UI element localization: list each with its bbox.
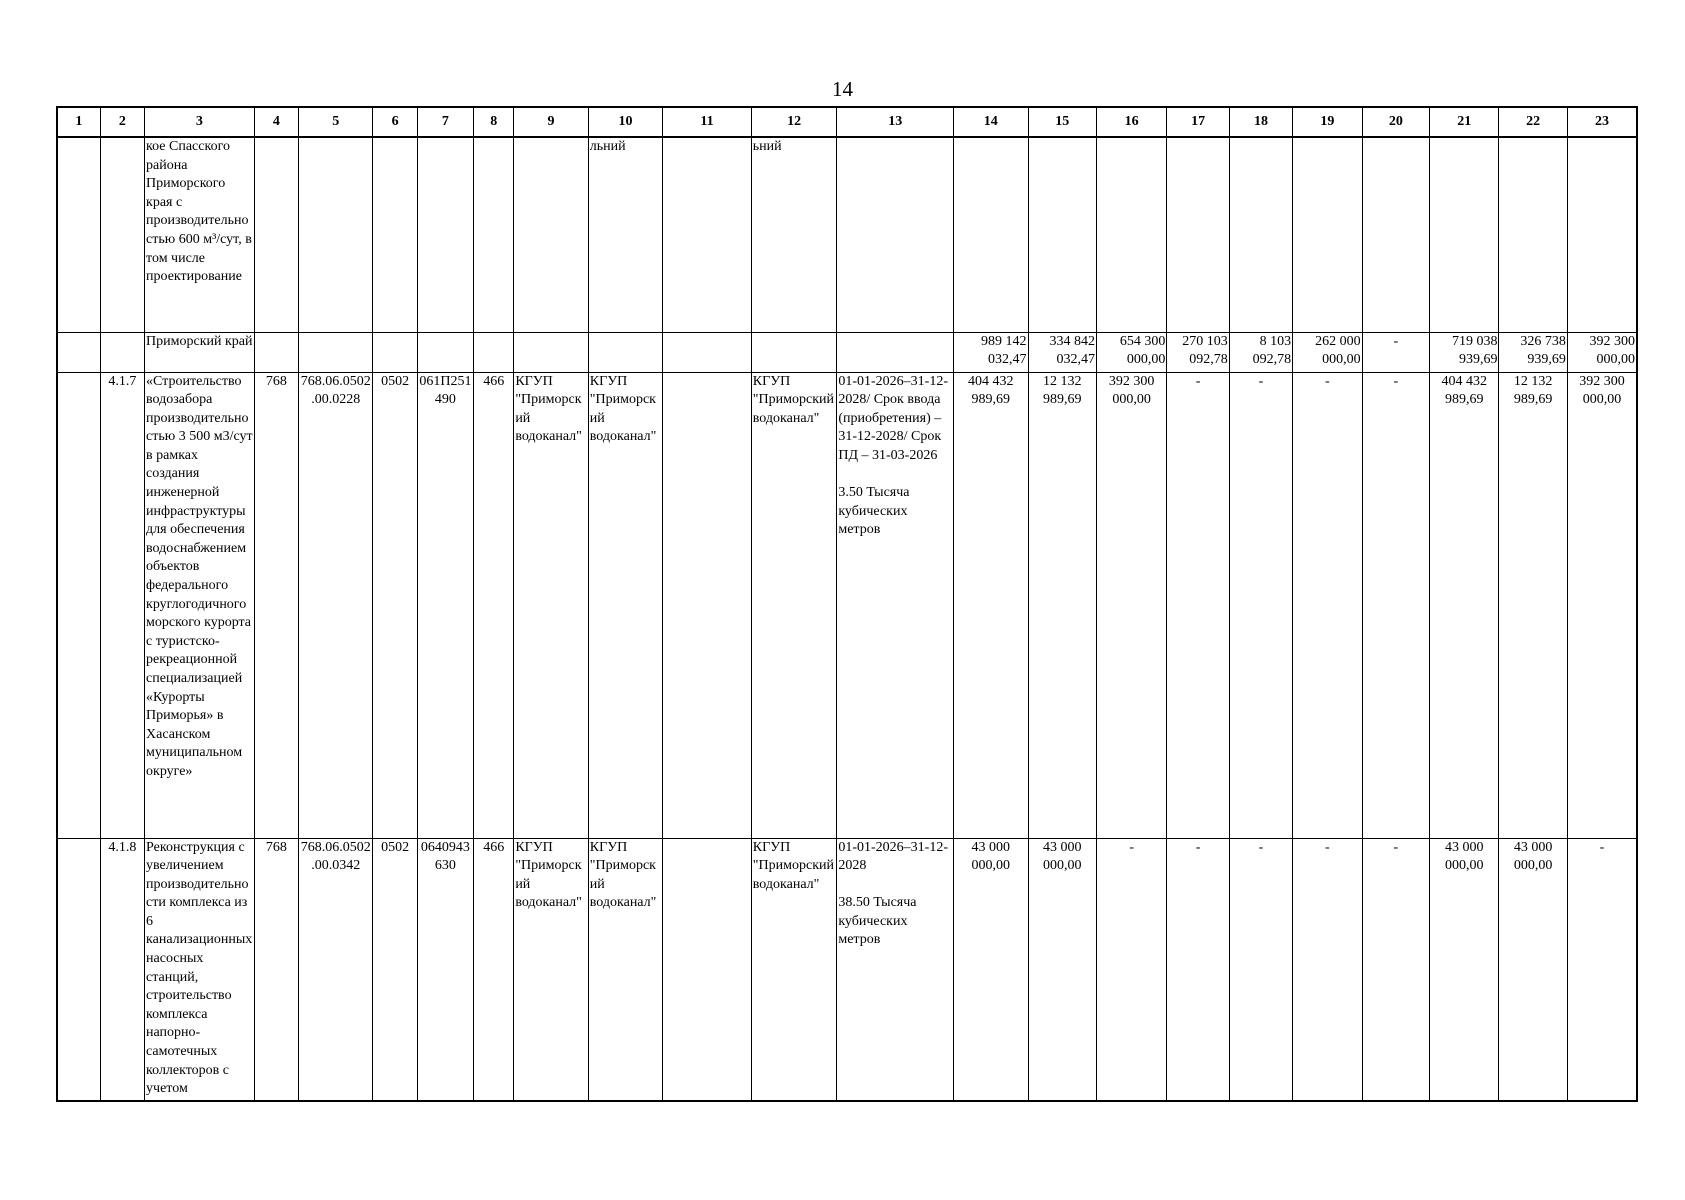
cell-col6: 0502 xyxy=(373,372,417,838)
cell-col3: Реконструкция с увеличением производительности комплекса из 6 канализационных насосных станций, строительство комплекса напорно-самотечных коллекторов с учетом xyxy=(145,838,255,1101)
cell-col14: 43 000 000,00 xyxy=(954,838,1028,1101)
cell-col20: - xyxy=(1362,332,1429,372)
cell-col1 xyxy=(57,137,100,332)
cell-col4: 768 xyxy=(254,838,298,1101)
data-table xyxy=(56,106,1638,1102)
cell-col17: - xyxy=(1167,372,1229,838)
cell-col18: 8 103 092,78 xyxy=(1229,332,1292,372)
cell-col5: 768.06.0502.00.0228 xyxy=(298,372,372,838)
cell-col13: 01-01-2026–31-12-2028 38.50 Тысяча кубических метров xyxy=(837,838,954,1101)
column-header: 18 xyxy=(1229,107,1292,137)
cell-col20: - xyxy=(1362,372,1429,838)
cell-col23: 392 300 000,00 xyxy=(1567,372,1637,838)
cell-col14: 989 142 032,47 xyxy=(954,332,1028,372)
cell-col7: 0640943630 xyxy=(417,838,473,1101)
column-header: 14 xyxy=(954,107,1028,137)
cell-col9 xyxy=(514,332,588,372)
cell-col2: 4.1.8 xyxy=(100,838,144,1101)
cell-col15 xyxy=(1028,137,1096,332)
cell-col8 xyxy=(474,332,514,372)
column-header: 20 xyxy=(1362,107,1429,137)
cell-col14: 404 432 989,69 xyxy=(954,372,1028,838)
cell-col15: 43 000 000,00 xyxy=(1028,838,1096,1101)
cell-col22: 43 000 000,00 xyxy=(1499,838,1567,1101)
cell-col1 xyxy=(57,332,100,372)
column-header: 22 xyxy=(1499,107,1567,137)
cell-col2 xyxy=(100,137,144,332)
cell-col4 xyxy=(254,137,298,332)
cell-col13 xyxy=(837,137,954,332)
table-row xyxy=(57,372,1637,838)
page-number: 14 xyxy=(832,77,853,101)
cell-col19 xyxy=(1293,137,1362,332)
table-row xyxy=(57,332,1637,372)
cell-col7: 061П251490 xyxy=(417,372,473,838)
column-header: 7 xyxy=(417,107,473,137)
cell-col9: КГУП "Приморский водоканал" xyxy=(514,838,588,1101)
cell-col23 xyxy=(1567,137,1637,332)
cell-col11 xyxy=(663,332,752,372)
cell-col12 xyxy=(751,332,837,372)
column-header: 15 xyxy=(1028,107,1096,137)
cell-col9: КГУП "Приморский водоканал" xyxy=(514,372,588,838)
cell-col10: КГУП "Приморский водоканал" xyxy=(588,838,662,1101)
cell-col5 xyxy=(298,332,372,372)
cell-col12: КГУП "Приморский водоканал" xyxy=(751,372,837,838)
cell-col16: - xyxy=(1096,838,1166,1101)
cell-col16: 392 300 000,00 xyxy=(1096,372,1166,838)
cell-col5: 768.06.0502.00.0342 xyxy=(298,838,372,1101)
cell-col6: 0502 xyxy=(373,838,417,1101)
cell-col22: 12 132 989,69 xyxy=(1499,372,1567,838)
cell-col7 xyxy=(417,332,473,372)
cell-col23: 392 300 000,00 xyxy=(1567,332,1637,372)
column-header: 8 xyxy=(474,107,514,137)
column-header: 4 xyxy=(254,107,298,137)
column-header: 6 xyxy=(373,107,417,137)
column-header: 17 xyxy=(1167,107,1229,137)
cell-col15: 12 132 989,69 xyxy=(1028,372,1096,838)
cell-col5 xyxy=(298,137,372,332)
cell-col17 xyxy=(1167,137,1229,332)
cell-col12: ьний xyxy=(751,137,837,332)
column-header: 21 xyxy=(1430,107,1499,137)
header-row xyxy=(57,107,1637,137)
cell-col13: 01-01-2026–31-12-2028/ Срок ввода (приобретения) – 31-12-2028/ Срок ПД – 31-03-2026 3.50 Тысяча кубических метров xyxy=(837,372,954,838)
cell-col19: 262 000 000,00 xyxy=(1293,332,1362,372)
cell-col3: «Строительство водозабора производительностью 3 500 м3/сут в рамках создания инженерной инфраструктуры для обеспечения водоснабжением объектов федерального круглогодичного морского курорта с туристско-рекреационной специализацией «Курорты Приморья» в Хасанском муниципальном округе» xyxy=(145,372,255,838)
column-header: 2 xyxy=(100,107,144,137)
column-header: 9 xyxy=(514,107,588,137)
cell-col1 xyxy=(57,372,100,838)
column-header: 1 xyxy=(57,107,100,137)
table-row xyxy=(57,137,1637,332)
cell-col11 xyxy=(663,137,752,332)
cell-col17: 270 103 092,78 xyxy=(1167,332,1229,372)
cell-col18 xyxy=(1229,137,1292,332)
column-header: 3 xyxy=(145,107,255,137)
cell-col21: 404 432 989,69 xyxy=(1430,372,1499,838)
cell-col16 xyxy=(1096,137,1166,332)
cell-col8: 466 xyxy=(474,372,514,838)
cell-col14 xyxy=(954,137,1028,332)
cell-col17: - xyxy=(1167,838,1229,1101)
cell-col13 xyxy=(837,332,954,372)
cell-col7 xyxy=(417,137,473,332)
cell-col21: 719 038 939,69 xyxy=(1430,332,1499,372)
cell-col9 xyxy=(514,137,588,332)
cell-col6 xyxy=(373,332,417,372)
column-header: 13 xyxy=(837,107,954,137)
cell-col4: 768 xyxy=(254,372,298,838)
cell-col20 xyxy=(1362,137,1429,332)
column-header: 19 xyxy=(1293,107,1362,137)
cell-col3: Приморский край xyxy=(145,332,255,372)
cell-col19: - xyxy=(1293,838,1362,1101)
cell-col10 xyxy=(588,332,662,372)
cell-col15: 334 842 032,47 xyxy=(1028,332,1096,372)
column-header: 11 xyxy=(663,107,752,137)
cell-col11 xyxy=(663,838,752,1101)
column-header: 5 xyxy=(298,107,372,137)
column-header: 16 xyxy=(1096,107,1166,137)
cell-col1 xyxy=(57,838,100,1101)
table-row xyxy=(57,838,1637,1101)
cell-col20: - xyxy=(1362,838,1429,1101)
column-header: 12 xyxy=(751,107,837,137)
cell-col19: - xyxy=(1293,372,1362,838)
cell-col16: 654 300 000,00 xyxy=(1096,332,1166,372)
cell-col22: 326 738 939,69 xyxy=(1499,332,1567,372)
cell-col8: 466 xyxy=(474,838,514,1101)
column-header: 23 xyxy=(1567,107,1637,137)
cell-col2 xyxy=(100,332,144,372)
cell-col8 xyxy=(474,137,514,332)
cell-col4 xyxy=(254,332,298,372)
cell-col21 xyxy=(1430,137,1499,332)
cell-col2: 4.1.7 xyxy=(100,372,144,838)
cell-col10: КГУП "Приморский водоканал" xyxy=(588,372,662,838)
cell-col21: 43 000 000,00 xyxy=(1430,838,1499,1101)
cell-col12: КГУП "Приморский водоканал" xyxy=(751,838,837,1101)
cell-col18: - xyxy=(1229,838,1292,1101)
cell-col6 xyxy=(373,137,417,332)
cell-col3: кое Спасского района Приморского края с производительностью 600 м³/сут, в том числе проектирование xyxy=(145,137,255,332)
cell-col18: - xyxy=(1229,372,1292,838)
cell-col23: - xyxy=(1567,838,1637,1101)
column-header: 10 xyxy=(588,107,662,137)
cell-col11 xyxy=(663,372,752,838)
cell-col10: льний xyxy=(588,137,662,332)
cell-col22 xyxy=(1499,137,1567,332)
